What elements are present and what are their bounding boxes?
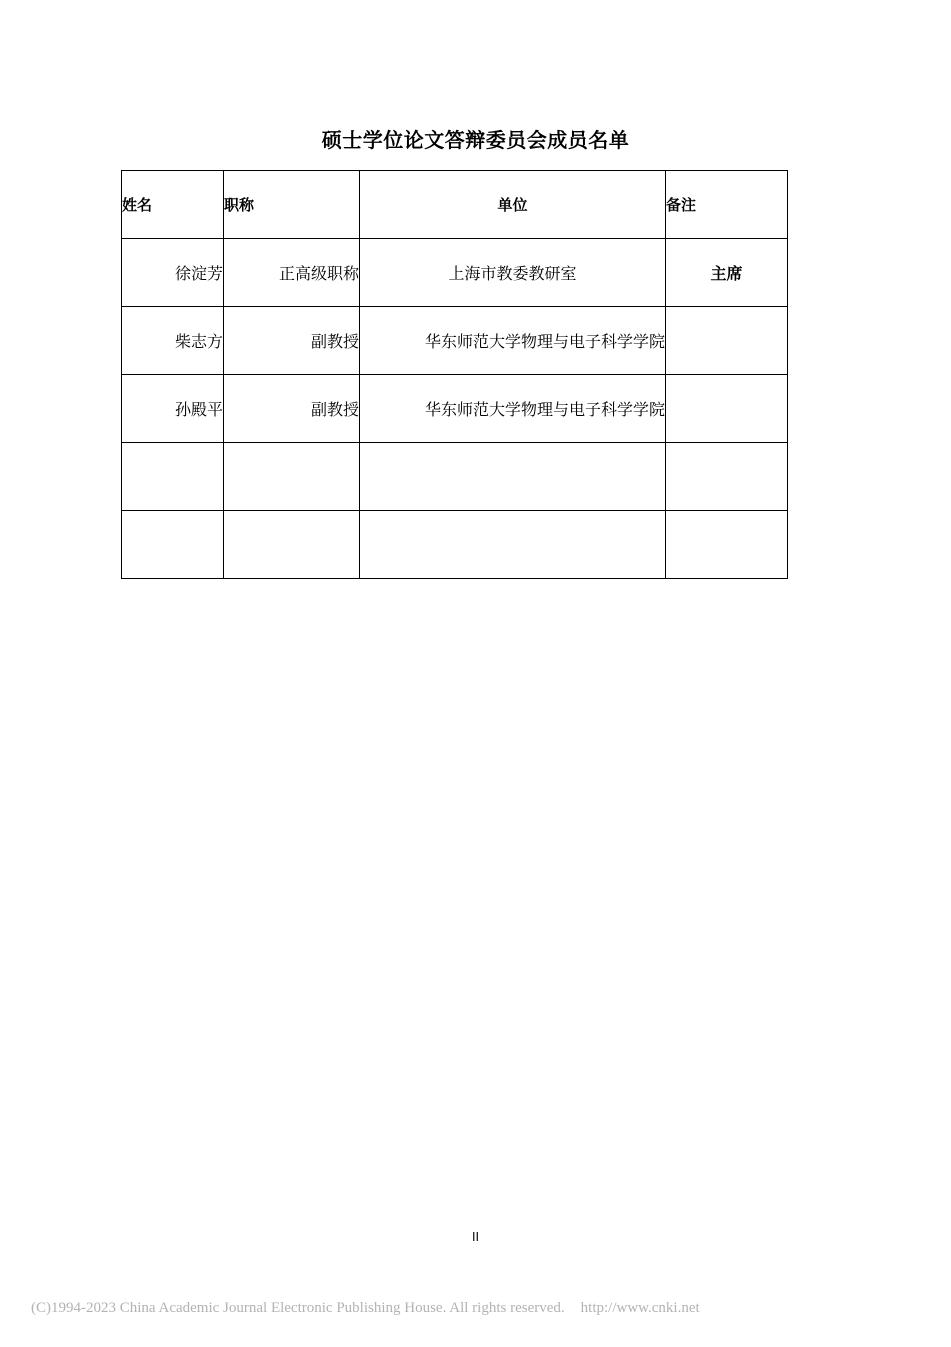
cell-remarks	[666, 307, 788, 375]
header-remarks: 备注	[666, 171, 788, 239]
cell-name	[122, 511, 224, 579]
header-title: 职称	[224, 171, 360, 239]
table-row	[122, 239, 788, 307]
page-number: II	[471, 1230, 480, 1244]
cell-remarks	[666, 443, 788, 511]
cell-name: 孙殿平	[122, 375, 224, 443]
header-name: 姓名	[122, 171, 224, 239]
cell-remarks	[666, 511, 788, 579]
cell-title	[224, 443, 360, 511]
table-row	[122, 511, 788, 579]
committee-table	[121, 170, 788, 579]
cell-name: 徐淀芳	[122, 239, 224, 307]
copyright-text: (C)1994-2023 China Academic Journal Electronic Publishing House. All rights reserved.	[31, 1300, 565, 1316]
cell-affiliation	[360, 443, 666, 511]
table-row	[122, 307, 788, 375]
cell-title	[224, 511, 360, 579]
cell-remarks: 主席	[666, 239, 788, 307]
cell-affiliation: 华东师范大学物理与电子科学学院	[360, 375, 666, 443]
cell-name: 柴志方	[122, 307, 224, 375]
table-row	[122, 375, 788, 443]
cell-title: 正高级职称	[224, 239, 360, 307]
cell-title: 副教授	[224, 307, 360, 375]
table-header-row	[122, 171, 788, 239]
copyright-footer	[31, 1300, 700, 1317]
document-title: 硕士学位论文答辩委员会成员名单	[321, 128, 630, 152]
cell-affiliation	[360, 511, 666, 579]
cell-title: 副教授	[224, 375, 360, 443]
cell-name	[122, 443, 224, 511]
footer-url-link[interactable]: http://www.cnki.net	[580, 1300, 700, 1316]
cell-affiliation: 华东师范大学物理与电子科学学院	[360, 307, 666, 375]
table-row	[122, 443, 788, 511]
header-affiliation: 单位	[360, 171, 666, 239]
cell-affiliation: 上海市教委教研室	[360, 239, 666, 307]
cell-remarks	[666, 375, 788, 443]
